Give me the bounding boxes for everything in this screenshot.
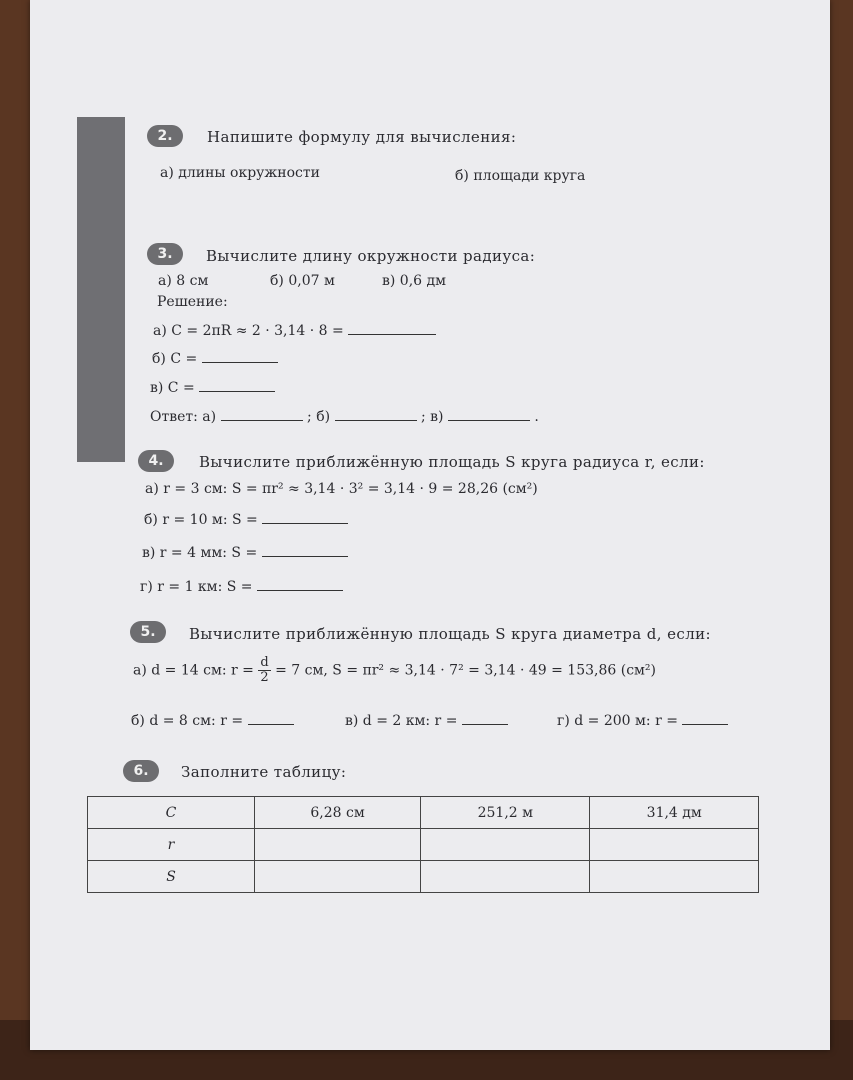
task-5-badge: 5. bbox=[130, 621, 166, 643]
table-cell: 31,4 дм bbox=[590, 797, 759, 829]
task-5-line-c-text: в) d = 2 км: r = bbox=[345, 713, 458, 729]
table-cell-empty[interactable] bbox=[590, 829, 759, 861]
task-2-title: Напишите формулу для вычисления: bbox=[207, 128, 517, 146]
answer-blank[interactable] bbox=[348, 333, 436, 335]
fraction-numerator: d bbox=[260, 655, 269, 670]
answer-blank[interactable] bbox=[462, 723, 508, 725]
task-5-line-d-text: г) d = 200 м: r = bbox=[557, 713, 678, 729]
answer-sep-b: ; б) bbox=[307, 409, 331, 425]
fill-in-table bbox=[87, 796, 759, 893]
answer-blank[interactable] bbox=[248, 723, 294, 725]
section-side-bar bbox=[77, 117, 125, 462]
task-5-line-c bbox=[345, 713, 508, 729]
task-3-line-c bbox=[150, 380, 275, 396]
task-5-line-d bbox=[557, 713, 728, 729]
d-over-2-fraction bbox=[258, 656, 270, 685]
table-cell-empty[interactable] bbox=[255, 861, 421, 893]
answer-sep-c: ; в) bbox=[421, 409, 444, 425]
task-3-badge: 3. bbox=[147, 243, 183, 265]
task-2-badge: 2. bbox=[147, 125, 183, 147]
task-5-title: Вычислите приближённую площадь S круга диаметра d, если: bbox=[189, 625, 711, 643]
answer-label: Ответ: а) bbox=[150, 409, 217, 425]
row-header-s: S bbox=[88, 861, 255, 893]
task-2-option-b: б) площади круга bbox=[455, 168, 586, 184]
table-cell-empty[interactable] bbox=[421, 829, 590, 861]
task-3-option-a: а) 8 см bbox=[158, 273, 209, 289]
answer-blank[interactable] bbox=[262, 555, 348, 557]
task-3-line-b bbox=[152, 351, 278, 367]
table-row bbox=[88, 797, 759, 829]
answer-blank[interactable] bbox=[682, 723, 728, 725]
task-3-option-b: б) 0,07 м bbox=[270, 273, 335, 289]
answer-blank[interactable] bbox=[199, 390, 275, 392]
answer-end: . bbox=[534, 409, 539, 425]
table-row bbox=[88, 829, 759, 861]
fraction-denominator: 2 bbox=[260, 670, 269, 685]
task-4-line-c bbox=[142, 545, 348, 561]
answer-blank-c[interactable] bbox=[448, 419, 530, 421]
answer-blank-b[interactable] bbox=[335, 419, 417, 421]
task-3-line-a bbox=[153, 323, 436, 339]
task-3-answer-line bbox=[150, 409, 539, 425]
answer-blank[interactable] bbox=[202, 361, 278, 363]
task-6-title: Заполните таблицу: bbox=[181, 763, 347, 781]
row-header-r: r bbox=[88, 829, 255, 861]
table-cell-empty[interactable] bbox=[590, 861, 759, 893]
table-row bbox=[88, 861, 759, 893]
task-3-solution-label: Решение: bbox=[157, 294, 228, 310]
task-4-line-d-text: г) r = 1 км: S = bbox=[140, 579, 253, 595]
task-4-line-d bbox=[140, 579, 343, 595]
task-4-title: Вычислите приближённую площадь S круга радиуса r, если: bbox=[199, 453, 705, 471]
task-4-line-b bbox=[144, 512, 348, 528]
task-3-option-c: в) 0,6 дм bbox=[382, 273, 447, 289]
answer-blank-a[interactable] bbox=[221, 419, 303, 421]
task-4-line-b-text: б) r = 10 м: S = bbox=[144, 512, 258, 528]
task-4-badge: 4. bbox=[138, 450, 174, 472]
task-5-line-b bbox=[131, 713, 294, 729]
task-5-line-a bbox=[133, 656, 656, 685]
task-3-line-a-text: а) C = 2πR ≈ 2 · 3,14 · 8 = bbox=[153, 323, 344, 339]
task-4-line-a: а) r = 3 см: S = πr² ≈ 3,14 · 3² = 3,14 · 9 = 28,26 (см²) bbox=[145, 481, 538, 497]
table-cell-empty[interactable] bbox=[255, 829, 421, 861]
task-5-line-b-text: б) d = 8 см: r = bbox=[131, 713, 244, 729]
answer-blank[interactable] bbox=[262, 522, 348, 524]
task-4-line-c-text: в) r = 4 мм: S = bbox=[142, 545, 258, 561]
task-6-badge: 6. bbox=[123, 760, 159, 782]
task-3-title: Вычислите длину окружности радиуса: bbox=[206, 247, 536, 265]
task-3-line-b-text: б) C = bbox=[152, 351, 198, 367]
task-5-line-a-end: = 7 см, S = πr² ≈ 3,14 · 7² = 3,14 · 49 = 153,86 (см²) bbox=[275, 662, 656, 679]
task-5-line-a-start: а) d = 14 см: r = bbox=[133, 662, 254, 679]
row-header-c: C bbox=[88, 797, 255, 829]
table-cell: 6,28 см bbox=[255, 797, 421, 829]
table-cell-empty[interactable] bbox=[421, 861, 590, 893]
task-3-line-c-text: в) C = bbox=[150, 380, 195, 396]
task-2-option-a: а) длины окружности bbox=[160, 165, 320, 181]
table-cell: 251,2 м bbox=[421, 797, 590, 829]
answer-blank[interactable] bbox=[257, 589, 343, 591]
